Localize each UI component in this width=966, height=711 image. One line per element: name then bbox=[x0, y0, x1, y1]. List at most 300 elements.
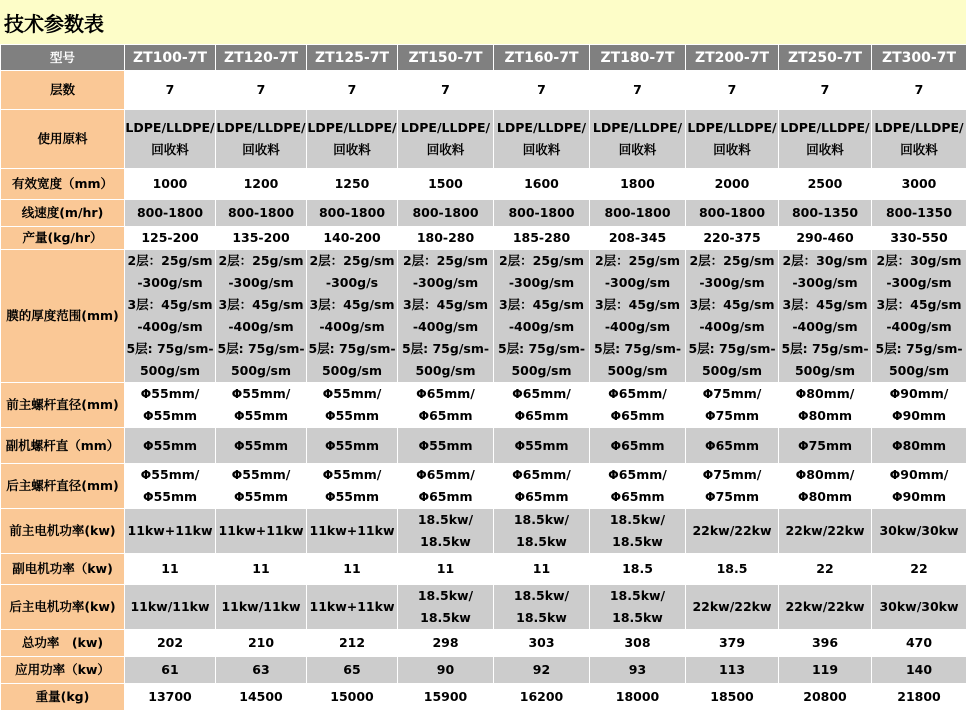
page-title: 技术参数表 bbox=[0, 0, 966, 44]
cell-text: Φ55mm bbox=[494, 435, 589, 457]
cell-text: 2500 bbox=[779, 173, 871, 195]
table-row bbox=[1, 169, 966, 200]
cell-text: Φ90mm/ bbox=[872, 383, 966, 405]
cell-text: 18.5 bbox=[590, 558, 685, 580]
column-header-model: 型号 bbox=[1, 45, 125, 71]
cell-text: 2000 bbox=[686, 173, 778, 195]
cell-text: Φ65mm bbox=[590, 486, 685, 508]
cell-text: 18.5 bbox=[686, 558, 778, 580]
cell-text: -400g/sm bbox=[779, 316, 871, 338]
table-cell bbox=[872, 383, 966, 428]
cell-text: 212 bbox=[307, 632, 397, 654]
cell-text: 22kw/22kw bbox=[686, 596, 778, 618]
cell-text: 396 bbox=[779, 632, 871, 654]
cell-text: 1500 bbox=[398, 173, 493, 195]
table-cell bbox=[307, 630, 398, 657]
cell-text: -300g/sm bbox=[686, 272, 778, 294]
table-cell bbox=[216, 509, 307, 554]
row-label: 膜的厚度范围(mm) bbox=[1, 250, 125, 383]
cell-text: 21800 bbox=[872, 686, 966, 708]
cell-text: Φ75mm/ bbox=[686, 464, 778, 486]
cell-text: 1250 bbox=[307, 173, 397, 195]
cell-text: Φ65mm bbox=[494, 486, 589, 508]
cell-text: 22 bbox=[872, 558, 966, 580]
cell-text: 11 bbox=[494, 558, 589, 580]
cell-text: 20800 bbox=[779, 686, 871, 708]
cell-text: 7 bbox=[125, 79, 215, 101]
table-cell bbox=[686, 684, 779, 711]
cell-text: 7 bbox=[872, 79, 966, 101]
cell-text: 15000 bbox=[307, 686, 397, 708]
table-cell bbox=[590, 684, 686, 711]
cell-text: 220-375 bbox=[686, 227, 778, 249]
table-row bbox=[1, 684, 966, 711]
table-row bbox=[1, 227, 966, 250]
table-cell bbox=[494, 200, 590, 227]
table-cell bbox=[307, 383, 398, 428]
table-cell bbox=[125, 509, 216, 554]
cell-text: LDPE/LLDPE/ bbox=[590, 117, 685, 139]
cell-text: -300g/s bbox=[307, 272, 397, 294]
table-cell bbox=[872, 110, 966, 169]
cell-text: 18.5kw bbox=[590, 607, 685, 629]
cell-text: 303 bbox=[494, 632, 589, 654]
cell-text: 2层：25g/sm bbox=[590, 250, 685, 272]
cell-text: 135-200 bbox=[216, 227, 306, 249]
row-label: 使用原料 bbox=[1, 110, 125, 169]
table-cell bbox=[590, 554, 686, 585]
cell-text: Φ65mm/ bbox=[590, 383, 685, 405]
row-label: 应用功率（kw） bbox=[1, 657, 125, 684]
cell-text: 2层：30g/sm bbox=[779, 250, 871, 272]
table-cell bbox=[307, 250, 398, 383]
table-cell bbox=[590, 383, 686, 428]
table-cell bbox=[216, 227, 307, 250]
table-cell bbox=[494, 585, 590, 630]
cell-text: LDPE/LLDPE/ bbox=[307, 117, 397, 139]
cell-text: 7 bbox=[494, 79, 589, 101]
table-cell bbox=[779, 428, 872, 464]
cell-text: 500g/sm bbox=[686, 360, 778, 382]
cell-text: 回收料 bbox=[398, 139, 493, 161]
table-cell bbox=[872, 71, 966, 110]
table-cell bbox=[307, 200, 398, 227]
cell-text: 210 bbox=[216, 632, 306, 654]
table-cell bbox=[125, 684, 216, 711]
row-label: 产量(kg/hr） bbox=[1, 227, 125, 250]
table-cell bbox=[398, 684, 494, 711]
table-cell bbox=[779, 554, 872, 585]
cell-text: 18.5kw bbox=[494, 531, 589, 553]
cell-text: 2层：25g/sm bbox=[125, 250, 215, 272]
cell-text: 93 bbox=[590, 659, 685, 681]
cell-text: Φ65mm/ bbox=[398, 383, 493, 405]
table-cell bbox=[494, 71, 590, 110]
cell-text: 18.5kw/ bbox=[494, 585, 589, 607]
cell-text: 11 bbox=[216, 558, 306, 580]
cell-text: 回收料 bbox=[872, 139, 966, 161]
table-cell bbox=[494, 509, 590, 554]
cell-text: Φ65mm/ bbox=[494, 464, 589, 486]
table-row bbox=[1, 250, 966, 383]
table-cell bbox=[686, 509, 779, 554]
table-row bbox=[1, 71, 966, 110]
table-cell bbox=[779, 585, 872, 630]
table-cell bbox=[125, 227, 216, 250]
column-header: ZT125-7T bbox=[307, 45, 398, 71]
cell-text: 18.5kw/ bbox=[398, 585, 493, 607]
table-row bbox=[1, 554, 966, 585]
table-cell bbox=[398, 509, 494, 554]
cell-text: 3层：45g/sm bbox=[494, 294, 589, 316]
cell-text: Φ65mm/ bbox=[590, 464, 685, 486]
table-cell bbox=[307, 684, 398, 711]
table-cell bbox=[686, 428, 779, 464]
cell-text: 11kw+11kw bbox=[216, 520, 306, 542]
table-cell bbox=[779, 250, 872, 383]
row-label: 后主电机功率(kw) bbox=[1, 585, 125, 630]
cell-text: -400g/sm bbox=[125, 316, 215, 338]
cell-text: 298 bbox=[398, 632, 493, 654]
table-cell bbox=[872, 509, 966, 554]
cell-text: 1600 bbox=[494, 173, 589, 195]
cell-text: 308 bbox=[590, 632, 685, 654]
cell-text: 18.5kw/ bbox=[590, 509, 685, 531]
table-cell bbox=[686, 110, 779, 169]
cell-text: 65 bbox=[307, 659, 397, 681]
cell-text: 1800 bbox=[590, 173, 685, 195]
cell-text: 113 bbox=[686, 659, 778, 681]
cell-text: LDPE/LLDPE/ bbox=[216, 117, 306, 139]
table-cell bbox=[686, 554, 779, 585]
table-cell bbox=[686, 71, 779, 110]
table-cell bbox=[590, 585, 686, 630]
cell-text: 11kw/11kw bbox=[125, 596, 215, 618]
table-cell bbox=[779, 684, 872, 711]
table-cell bbox=[590, 110, 686, 169]
table-cell bbox=[494, 630, 590, 657]
cell-text: 800-1800 bbox=[398, 202, 493, 224]
table-row bbox=[1, 200, 966, 227]
table-cell bbox=[590, 200, 686, 227]
row-label: 线速度(m/hr) bbox=[1, 200, 125, 227]
column-header: ZT100-7T bbox=[125, 45, 216, 71]
table-cell bbox=[779, 630, 872, 657]
table-cell bbox=[686, 200, 779, 227]
cell-text: 63 bbox=[216, 659, 306, 681]
row-label: 副机螺杆直（mm） bbox=[1, 428, 125, 464]
cell-text: Φ55mm bbox=[307, 435, 397, 457]
column-header: ZT150-7T bbox=[398, 45, 494, 71]
cell-text: Φ55mm/ bbox=[307, 383, 397, 405]
table-cell bbox=[398, 71, 494, 110]
table-cell bbox=[216, 169, 307, 200]
cell-text: 2层：25g/sm bbox=[398, 250, 493, 272]
table-cell bbox=[398, 585, 494, 630]
table-row bbox=[1, 383, 966, 428]
table-cell bbox=[590, 657, 686, 684]
table-cell bbox=[216, 657, 307, 684]
table-cell bbox=[398, 554, 494, 585]
cell-text: 11kw+11kw bbox=[125, 520, 215, 542]
table-cell bbox=[398, 110, 494, 169]
cell-text: 5层: 75g/sm- bbox=[686, 338, 778, 360]
cell-text: 7 bbox=[779, 79, 871, 101]
cell-text: 3层：45g/sm bbox=[686, 294, 778, 316]
cell-text: 2层：25g/sm bbox=[307, 250, 397, 272]
cell-text: 回收料 bbox=[494, 139, 589, 161]
table-cell bbox=[779, 657, 872, 684]
cell-text: 2层：25g/sm bbox=[494, 250, 589, 272]
table-cell bbox=[398, 657, 494, 684]
cell-text: LDPE/LLDPE/ bbox=[494, 117, 589, 139]
cell-text: -300g/sm bbox=[872, 272, 966, 294]
table-cell bbox=[590, 169, 686, 200]
table-cell bbox=[872, 250, 966, 383]
table-cell bbox=[779, 227, 872, 250]
cell-text: Φ65mm/ bbox=[494, 383, 589, 405]
table-cell bbox=[307, 554, 398, 585]
table-row bbox=[1, 509, 966, 554]
cell-text: 800-1800 bbox=[307, 202, 397, 224]
table-cell bbox=[216, 464, 307, 509]
cell-text: 140-200 bbox=[307, 227, 397, 249]
table-row bbox=[1, 110, 966, 169]
table-cell bbox=[216, 71, 307, 110]
cell-text: Φ80mm/ bbox=[779, 464, 871, 486]
cell-text: 5层: 75g/sm- bbox=[779, 338, 871, 360]
cell-text: Φ55mm bbox=[216, 405, 306, 427]
cell-text: 11 bbox=[398, 558, 493, 580]
table-cell bbox=[216, 110, 307, 169]
table-cell bbox=[125, 464, 216, 509]
cell-text: 30kw/30kw bbox=[872, 596, 966, 618]
cell-text: 回收料 bbox=[216, 139, 306, 161]
cell-text: 18.5kw/ bbox=[590, 585, 685, 607]
cell-text: 14500 bbox=[216, 686, 306, 708]
cell-text: 180-280 bbox=[398, 227, 493, 249]
cell-text: Φ55mm bbox=[307, 405, 397, 427]
row-label: 总功率 (kw) bbox=[1, 630, 125, 657]
table-cell bbox=[307, 509, 398, 554]
table-cell bbox=[779, 464, 872, 509]
cell-text: Φ90mm/ bbox=[872, 464, 966, 486]
column-header: ZT160-7T bbox=[494, 45, 590, 71]
table-cell bbox=[872, 585, 966, 630]
table-cell bbox=[125, 169, 216, 200]
cell-text: Φ55mm bbox=[398, 435, 493, 457]
cell-text: 18.5kw bbox=[398, 607, 493, 629]
cell-text: 5层: 75g/sm- bbox=[494, 338, 589, 360]
column-header: ZT300-7T bbox=[872, 45, 966, 71]
cell-text: 800-1350 bbox=[779, 202, 871, 224]
table-cell bbox=[686, 630, 779, 657]
cell-text: 90 bbox=[398, 659, 493, 681]
cell-text: 330-550 bbox=[872, 227, 966, 249]
cell-text: -400g/sm bbox=[307, 316, 397, 338]
table-cell bbox=[494, 383, 590, 428]
table-cell bbox=[779, 200, 872, 227]
table-cell bbox=[872, 554, 966, 585]
row-label: 重量(kg) bbox=[1, 684, 125, 711]
table-cell bbox=[125, 428, 216, 464]
cell-text: LDPE/LLDPE/ bbox=[872, 117, 966, 139]
table-cell bbox=[494, 169, 590, 200]
row-label: 层数 bbox=[1, 71, 125, 110]
table-cell bbox=[779, 169, 872, 200]
cell-text: 回收料 bbox=[590, 139, 685, 161]
table-cell bbox=[307, 227, 398, 250]
cell-text: 5层: 75g/sm- bbox=[398, 338, 493, 360]
cell-text: 2层：25g/sm bbox=[216, 250, 306, 272]
cell-text: -400g/sm bbox=[494, 316, 589, 338]
table-cell bbox=[398, 250, 494, 383]
table-cell bbox=[398, 428, 494, 464]
cell-text: Φ75mm bbox=[686, 486, 778, 508]
row-label: 前主电机功率(kw) bbox=[1, 509, 125, 554]
cell-text: 125-200 bbox=[125, 227, 215, 249]
cell-text: 3层：45g/sm bbox=[216, 294, 306, 316]
cell-text: 30kw/30kw bbox=[872, 520, 966, 542]
cell-text: -400g/sm bbox=[686, 316, 778, 338]
cell-text: 500g/sm bbox=[779, 360, 871, 382]
row-label: 副电机功率（kw) bbox=[1, 554, 125, 585]
table-cell bbox=[494, 428, 590, 464]
cell-text: 18.5kw bbox=[398, 531, 493, 553]
cell-text: Φ65mm bbox=[398, 486, 493, 508]
cell-text: -300g/sm bbox=[125, 272, 215, 294]
cell-text: 18500 bbox=[686, 686, 778, 708]
table-cell bbox=[125, 250, 216, 383]
column-header: ZT180-7T bbox=[590, 45, 686, 71]
cell-text: 18.5kw bbox=[590, 531, 685, 553]
table-cell bbox=[686, 585, 779, 630]
table-cell bbox=[125, 383, 216, 428]
table-row bbox=[1, 657, 966, 684]
table-cell bbox=[686, 464, 779, 509]
cell-text: Φ55mm bbox=[216, 435, 306, 457]
table-cell bbox=[872, 428, 966, 464]
cell-text: -400g/sm bbox=[398, 316, 493, 338]
cell-text: 22kw/22kw bbox=[686, 520, 778, 542]
cell-text: 3000 bbox=[872, 173, 966, 195]
cell-text: 11 bbox=[125, 558, 215, 580]
table-cell bbox=[872, 200, 966, 227]
table-cell bbox=[779, 509, 872, 554]
cell-text: 3层：45g/sm bbox=[125, 294, 215, 316]
cell-text: LDPE/LLDPE/ bbox=[125, 117, 215, 139]
table-cell bbox=[216, 200, 307, 227]
header-row bbox=[1, 45, 966, 71]
cell-text: 500g/sm bbox=[216, 360, 306, 382]
cell-text: 800-1350 bbox=[872, 202, 966, 224]
cell-text: 7 bbox=[307, 79, 397, 101]
row-label: 前主螺杆直径(mm) bbox=[1, 383, 125, 428]
cell-text: 18.5kw bbox=[494, 607, 589, 629]
cell-text: 800-1800 bbox=[216, 202, 306, 224]
table-cell bbox=[398, 169, 494, 200]
cell-text: 119 bbox=[779, 659, 871, 681]
cell-text: 140 bbox=[872, 659, 966, 681]
cell-text: 13700 bbox=[125, 686, 215, 708]
table-cell bbox=[216, 554, 307, 585]
cell-text: 22 bbox=[779, 558, 871, 580]
table-cell bbox=[398, 630, 494, 657]
table-cell bbox=[125, 200, 216, 227]
cell-text: -300g/sm bbox=[590, 272, 685, 294]
cell-text: Φ55mm bbox=[216, 486, 306, 508]
table-cell bbox=[494, 464, 590, 509]
table-row bbox=[1, 585, 966, 630]
table-cell bbox=[686, 227, 779, 250]
cell-text: Φ80mm bbox=[779, 405, 871, 427]
cell-text: Φ65mm bbox=[398, 405, 493, 427]
cell-text: Φ90mm bbox=[872, 486, 966, 508]
cell-text: 11kw+11kw bbox=[307, 596, 397, 618]
cell-text: 185-280 bbox=[494, 227, 589, 249]
cell-text: 11kw/11kw bbox=[216, 596, 306, 618]
cell-text: 800-1800 bbox=[494, 202, 589, 224]
table-cell bbox=[216, 428, 307, 464]
table-cell bbox=[216, 250, 307, 383]
table-cell bbox=[872, 684, 966, 711]
table-cell bbox=[590, 630, 686, 657]
row-label: 后主螺杆直径(mm) bbox=[1, 464, 125, 509]
cell-text: 16200 bbox=[494, 686, 589, 708]
cell-text: 18.5kw/ bbox=[494, 509, 589, 531]
cell-text: Φ80mm/ bbox=[779, 383, 871, 405]
table-cell bbox=[686, 169, 779, 200]
cell-text: Φ55mm bbox=[125, 486, 215, 508]
table-cell bbox=[307, 428, 398, 464]
cell-text: 202 bbox=[125, 632, 215, 654]
cell-text: Φ55mm/ bbox=[307, 464, 397, 486]
cell-text: Φ65mm bbox=[494, 405, 589, 427]
table-cell bbox=[307, 657, 398, 684]
cell-text: Φ75mm bbox=[686, 405, 778, 427]
cell-text: Φ65mm bbox=[686, 435, 778, 457]
table-cell bbox=[872, 657, 966, 684]
table-cell bbox=[590, 428, 686, 464]
table-cell bbox=[307, 169, 398, 200]
table-cell bbox=[686, 383, 779, 428]
table-cell bbox=[686, 250, 779, 383]
cell-text: Φ90mm bbox=[872, 405, 966, 427]
table-cell bbox=[125, 657, 216, 684]
cell-text: 7 bbox=[590, 79, 685, 101]
cell-text: 61 bbox=[125, 659, 215, 681]
table-cell bbox=[398, 200, 494, 227]
cell-text: 500g/sm bbox=[398, 360, 493, 382]
column-header: ZT120-7T bbox=[216, 45, 307, 71]
cell-text: 18000 bbox=[590, 686, 685, 708]
table-cell bbox=[307, 464, 398, 509]
table-cell bbox=[494, 227, 590, 250]
table-cell bbox=[398, 227, 494, 250]
column-header: ZT250-7T bbox=[779, 45, 872, 71]
cell-text: Φ55mm bbox=[125, 405, 215, 427]
table-cell bbox=[590, 71, 686, 110]
cell-text: 500g/sm bbox=[125, 360, 215, 382]
cell-text: Φ75mm/ bbox=[686, 383, 778, 405]
cell-text: 22kw/22kw bbox=[779, 520, 871, 542]
spec-table bbox=[0, 44, 966, 711]
table-cell bbox=[216, 630, 307, 657]
cell-text: Φ65mm/ bbox=[398, 464, 493, 486]
cell-text: 回收料 bbox=[686, 139, 778, 161]
row-label: 有效宽度（mm） bbox=[1, 169, 125, 200]
table-cell bbox=[872, 227, 966, 250]
